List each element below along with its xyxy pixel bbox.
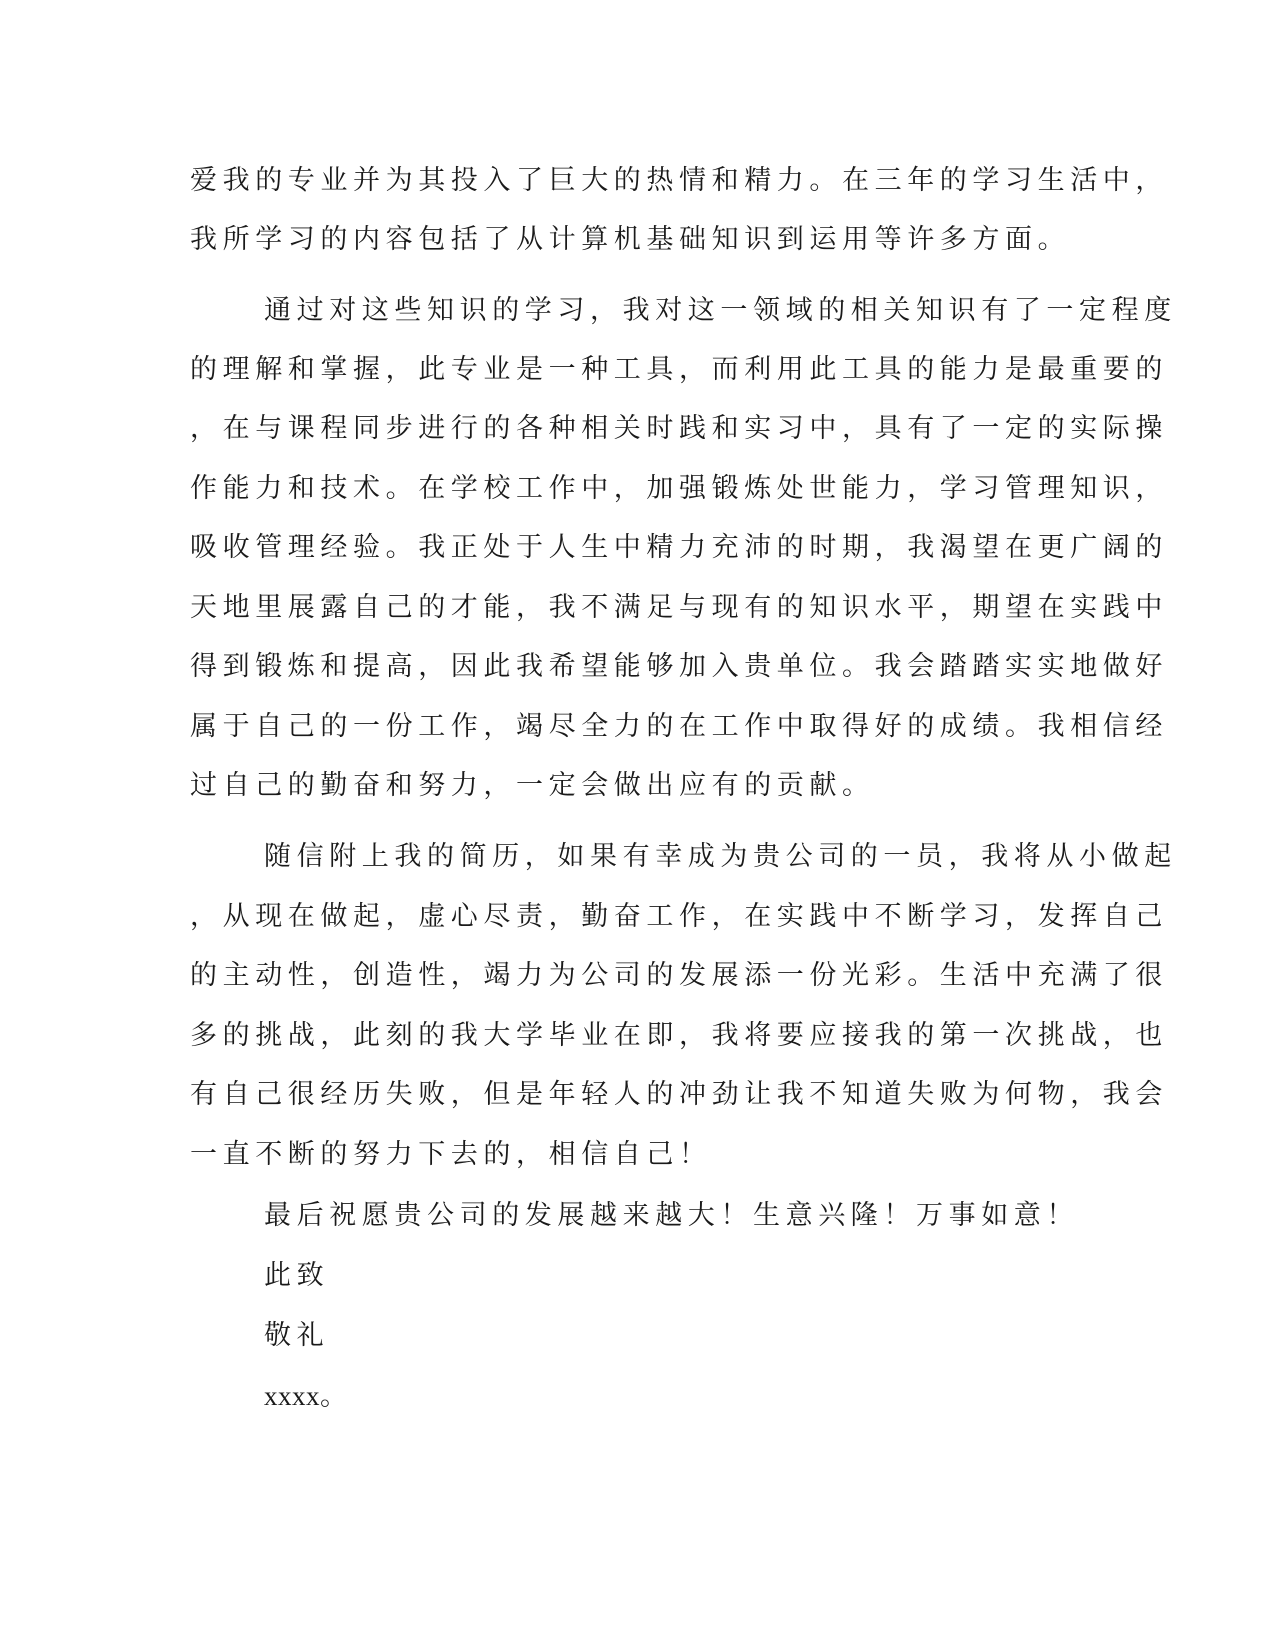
paragraph-line: 一直不断的努力下去的，相信自己！ bbox=[190, 1139, 712, 1170]
paragraph-line: 随信附上我的简历，如果有幸成为贵公司的一员，我将从小做起 bbox=[264, 841, 1177, 872]
closing-wish: 最后祝愿贵公司的发展越来越大！生意兴隆！万事如意！ bbox=[264, 1200, 1079, 1231]
paragraph-line: 多的挑战，此刻的我大学毕业在即，我将要应接我的第一次挑战，也 bbox=[190, 1020, 1168, 1051]
paragraph-line: 通过对这些知识的学习，我对这一领域的相关知识有了一定程度 bbox=[264, 295, 1177, 326]
paragraph-line: 爱我的专业并为其投入了巨大的热情和精力。在三年的学习生活中， bbox=[190, 165, 1168, 196]
paragraph-line: 的主动性，创造性，竭力为公司的发展添一份光彩。生活中充满了很 bbox=[190, 960, 1168, 991]
paragraph-line: 我所学习的内容包括了从计算机基础知识到运用等许多方面。 bbox=[190, 224, 1071, 255]
paragraph-line: 过自己的勤奋和努力，一定会做出应有的贡献。 bbox=[190, 770, 875, 801]
paragraph-line: ，在与课程同步进行的各种相关时践和实习中，具有了一定的实际操 bbox=[190, 413, 1168, 444]
paragraph-line: 有自己很经历失败，但是年轻人的冲劲让我不知道失败为何物，我会 bbox=[190, 1079, 1168, 1110]
closing-salutation-2: 敬礼 bbox=[264, 1320, 330, 1351]
closing-salutation-1: 此致 bbox=[264, 1260, 330, 1291]
paragraph-line: 得到锻炼和提高，因此我希望能够加入贵单位。我会踏踏实实地做好 bbox=[190, 651, 1168, 682]
paragraph-line: 吸收管理经验。我正处于人生中精力充沛的时期，我渴望在更广阔的 bbox=[190, 532, 1168, 563]
paragraph-line: 作能力和技术。在学校工作中，加强锻炼处世能力，学习管理知识， bbox=[190, 473, 1168, 504]
paragraph-line: ，从现在做起，虚心尽责，勤奋工作，在实践中不断学习，发挥自己 bbox=[190, 901, 1168, 932]
paragraph-line: 属于自己的一份工作，竭尽全力的在工作中取得好的成绩。我相信经 bbox=[190, 711, 1168, 742]
signature: xxxx。 bbox=[264, 1381, 348, 1411]
paragraph-line: 天地里展露自己的才能，我不满足与现有的知识水平，期望在实践中 bbox=[190, 592, 1168, 623]
paragraph-line: 的理解和掌握，此专业是一种工具，而利用此工具的能力是最重要的 bbox=[190, 354, 1168, 385]
